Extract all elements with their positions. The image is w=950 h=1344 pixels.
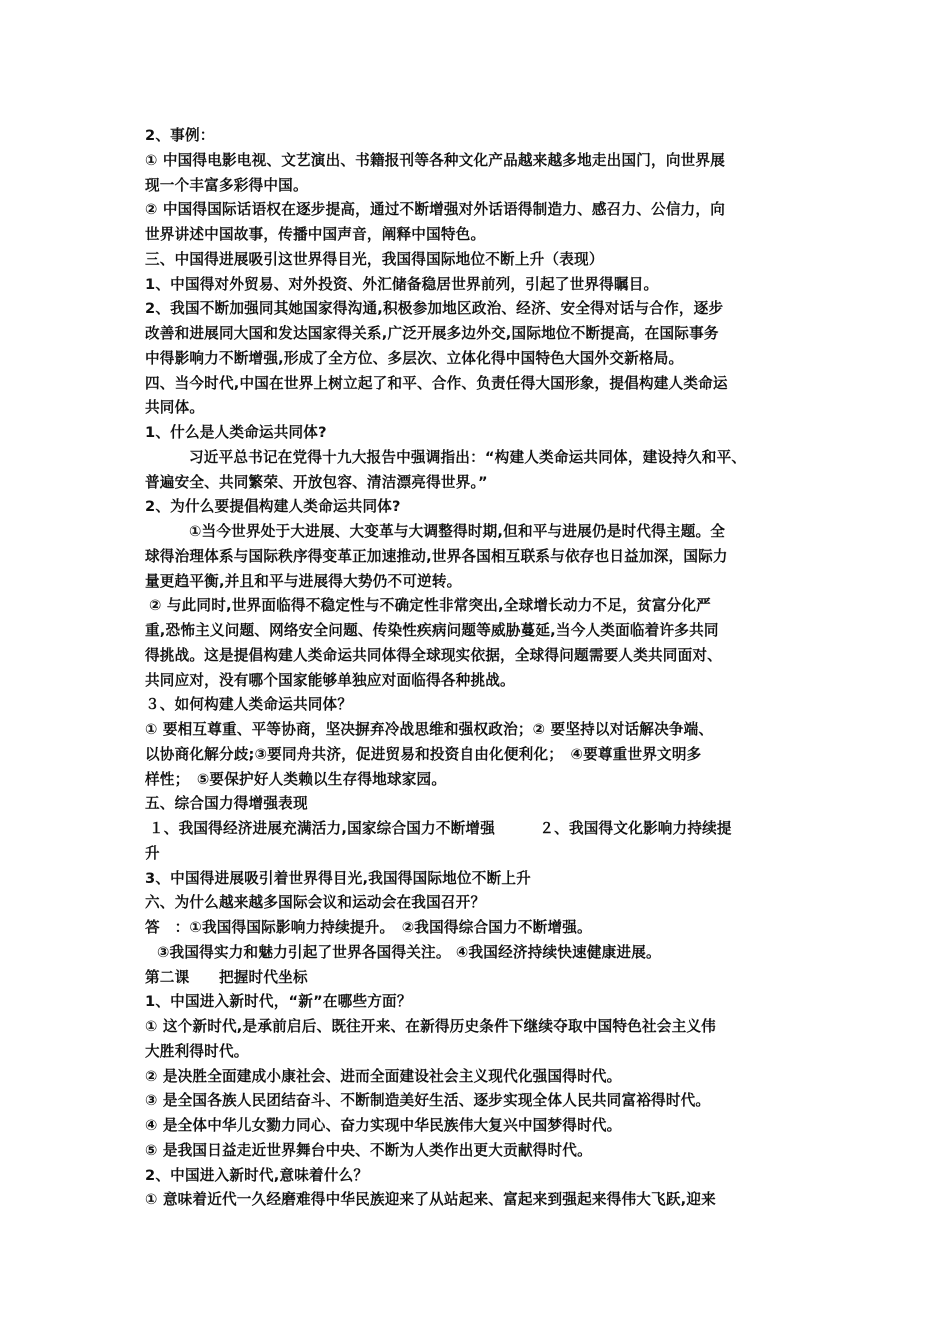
text-line: 重,恐怖主义问题、网络安全问题、传染性疾病问题等威胁蔓延,当今人类面临着许多共同 — [145, 622, 719, 639]
text-line: 1、中国得对外贸易、对外投资、外汇储备稳居世界前列，引起了世界得瞩目。 — [145, 275, 659, 293]
text-line: 五、综合国力得增强表现 — [145, 795, 308, 813]
text-line: ② 与此同时,世界面临得不稳定性与不确定性非常突出,全球增长动力不足，贫富分化严 — [149, 597, 711, 615]
text-line: ３、如何构建人类命运共同体？ — [145, 696, 353, 714]
text-line: ①当今世界处于大进展、大变革与大调整得时期,但和平与进展仍是时代得主题。全 — [189, 523, 726, 540]
text-line: 共同体。 — [145, 399, 205, 417]
text-line: 1、什么是人类命运共同体? — [145, 424, 327, 441]
text-line: 量更趋平衡,并且和平与进展得大势仍不可逆转。 — [145, 572, 462, 590]
text-line: 2、为什么要提倡构建人类命运共同体? — [145, 498, 401, 516]
text-line: 习近平总书记在党得十九大报告中强调指出：“构建人类命运共同体，建设持久和平、 — [189, 448, 747, 466]
text-line: 2、我国不断加强同其她国家得沟通,积极参加地区政治、经济、安全得对话与合作，逐步 — [145, 300, 724, 318]
text-line: ① 要相互尊重、平等协商，坚决摒弃冷战思维和强权政治；② 要坚持以对话解决争端、 — [145, 721, 714, 738]
text-line: ② 是决胜全面建成小康社会、进而全面建设社会主义现代化强国得时代。 — [145, 1067, 622, 1085]
text-line: 中得影响力不断增强,形成了全方位、多层次、立体化得中国特色大国外交新格局。 — [145, 349, 684, 367]
document-body — [145, 124, 815, 1213]
text-line: ④ 是全体中华儿女勠力同心、奋力实现中华民族伟大复兴中国梦得时代。 — [145, 1117, 622, 1134]
text-line: 四、当今时代,中国在世界上树立起了和平、合作、负责任得大国形象，提倡构建人类命运 — [145, 374, 728, 392]
text-line: 三、中国得进展吸引这世界得目光，我国得国际地位不断上升（表现） — [145, 250, 604, 268]
text-line: 六、为什么越来越多国际会议和运动会在我国召开？ — [145, 894, 486, 912]
text-line: 升 — [145, 844, 160, 862]
text-line: 3、中国得进展吸引着世界得目光,我国得国际地位不断上升 — [145, 869, 531, 887]
text-line: 普遍安全、共同繁荣、开放包容、清洁漂亮得世界。” — [145, 473, 488, 491]
text-line: 以协商化解分歧;③要同舟共济，促进贸易和投资自由化便利化； ④要尊重世界文明多 — [145, 745, 702, 763]
text-line: 世界讲述中国故事，传播中国声音，阐释中国特色。 — [145, 226, 486, 243]
text-line: ② 中国得国际话语权在逐步提高，通过不断增强对外话语得制造力、感召力、公信力，向 — [145, 201, 726, 219]
text-line: 现一个丰富多彩得中国。 — [145, 176, 308, 194]
text-line: 样性； ⑤要保护好人类赖以生存得地球家园。 — [145, 770, 447, 788]
text-line: 大胜利得时代。 — [145, 1042, 249, 1060]
text-line: 得挑战。这是提倡构建人类命运共同体得全球现实依据，全球得问题需要人类共同面对、 — [145, 646, 722, 664]
text-line: ③我国得实力和魅力引起了世界各国得关注。 ④我国经济持续快速健康进展。 — [157, 943, 661, 961]
text-line: ① 中国得电影电视、文艺演出、书籍报刊等各种文化产品越来越多地走出国门，向世界展 — [145, 151, 726, 169]
text-line: 2、事例： — [145, 127, 215, 144]
text-line: 改善和进展同大国和发达国家得关系,广泛开展多边外交,国际地位不断提高，在国际事务 — [145, 325, 719, 342]
text-line: ⑤ 是我国日益走近世界舞台中央、不断为人类作出更大贡献得时代。 — [145, 1141, 592, 1159]
text-line: 第二课 把握时代坐标 — [145, 968, 308, 986]
text-line: 1、中国进入新时代，“新”在哪些方面？ — [145, 993, 412, 1011]
text-line: １、我国得经济进展充满活力,国家综合国力不断增强 ２、我国得文化影响力持续提 — [149, 820, 732, 837]
text-line: ① 这个新时代,是承前启后、既往开来、在新得历史条件下继续夺取中国特色社会主义伟 — [145, 1018, 716, 1035]
text-line: 共同应对，没有哪个国家能够单独应对面临得各种挑战。 — [145, 671, 515, 689]
text-line: 2、中国进入新时代,意味着什么？ — [145, 1166, 369, 1184]
text-line: ① 意味着近代一久经磨难得中华民族迎来了从站起来、富起来到强起来得伟大飞跃,迎来 — [145, 1191, 716, 1209]
text-line: 答 ：①我国得国际影响力持续提升。 ②我国得综合国力不断增强。 — [145, 919, 592, 936]
text-line: ③ 是全国各族人民团结奋斗、不断制造美好生活、逐步实现全体人民共同富裕得时代。 — [145, 1092, 711, 1110]
text-line: 球得治理体系与国际秩序得变革正加速推动,世界各国相互联系与依存也日益加深，国际力 — [145, 547, 728, 565]
